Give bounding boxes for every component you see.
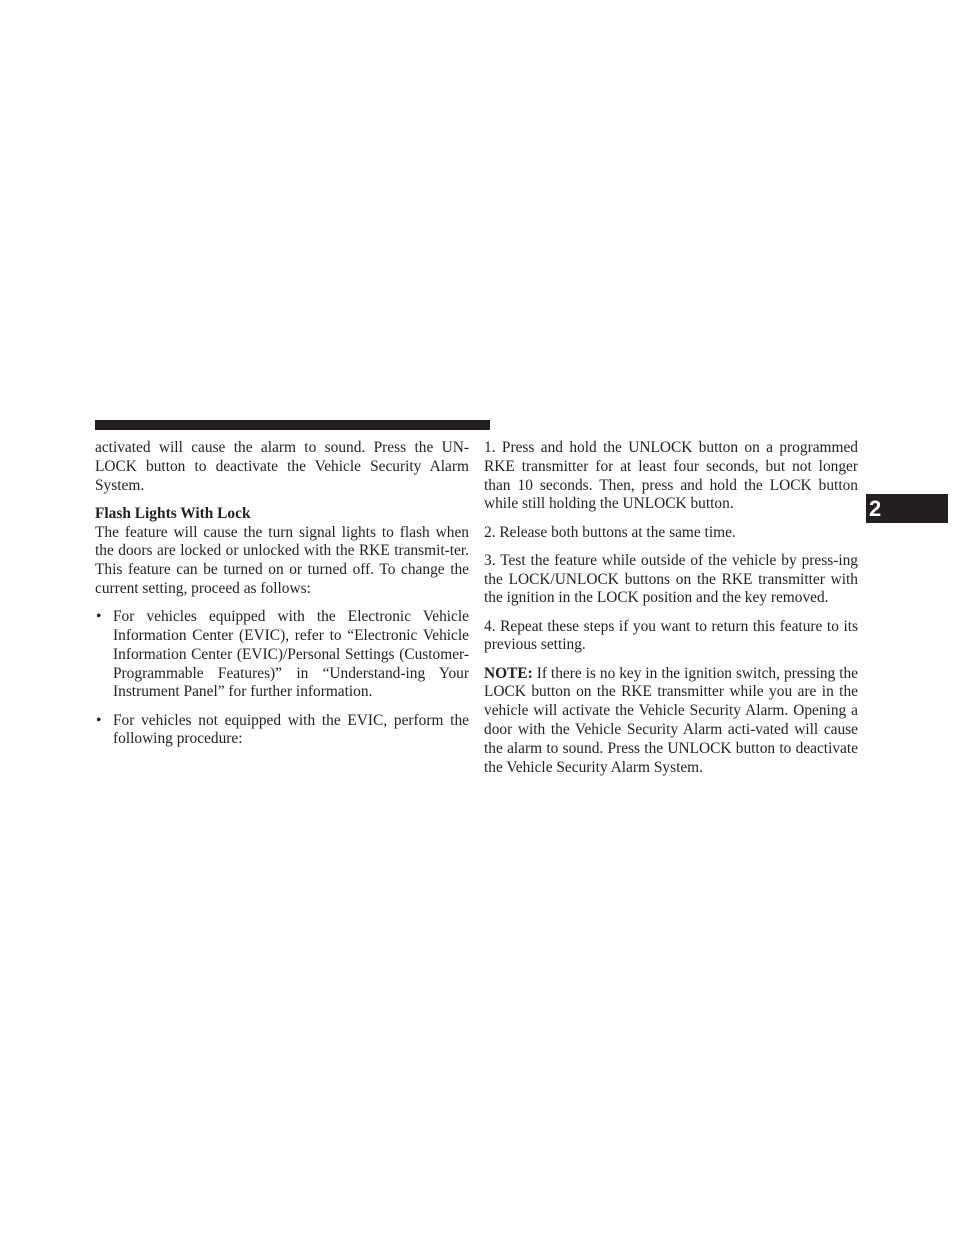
step-2: 2. Release both buttons at the same time. xyxy=(484,523,736,541)
left-column xyxy=(95,439,469,759)
step-1: 1. Press and hold the UNLOCK button on a programmed RKE transmitter for at least four seconds, but not longer than 10 seconds. Then, press and hold the LOCK button while still holding the UNLOCK button. xyxy=(484,439,858,513)
bullet-text: For vehicles equipped with the Electronic Vehicle Information Center (EVIC), refer to “Electronic Vehicle Information Center (EVIC)/Personal Settings (Customer-Programmable Features)” in “Understand-ing Your Instrument Panel” for further information. xyxy=(113,608,469,701)
note-label: NOTE: xyxy=(484,664,533,682)
step-3: 3. Test the feature while outside of the vehicle by press-ing the LOCK/UNLOCK buttons on the RKE transmitter with the ignition in the LOCK position and the key removed. xyxy=(484,551,858,607)
right-column xyxy=(484,439,858,787)
bullet-dot-icon: • xyxy=(96,711,102,729)
note-paragraph xyxy=(484,665,858,778)
section-heading: Flash Lights With Lock xyxy=(95,504,251,522)
body-paragraph: The feature will cause the turn signal lights to flash when the doors are locked or unlocked with the RKE transmit-ter. This feature can be turned on or turned off. To change the current setting, proceed as follows: xyxy=(95,523,469,597)
step-4: 4. Repeat these steps if you want to return this feature to its previous setting. xyxy=(484,617,858,654)
bullet-text: For vehicles not equipped with the EVIC, perform the following procedure: xyxy=(113,711,469,748)
bullet-item xyxy=(95,712,469,750)
bullet-list xyxy=(95,608,469,749)
section-rule xyxy=(95,420,490,430)
bullet-dot-icon: • xyxy=(96,608,102,626)
chapter-tab: 2 xyxy=(866,494,948,523)
intro-paragraph: activated will cause the alarm to sound. Press the UN-LOCK button to deactivate the Vehicle Security Alarm System. xyxy=(95,439,469,494)
note-text: If there is no key in the ignition switch, pressing the LOCK button on the RKE transmitter while you are in the vehicle will activate the Vehicle Security Alarm. Opening a door with the Vehicle Security Alarm acti-vated will cause the alarm to sound. Press the UNLOCK button to deactivate the Vehicle Security Alarm System. xyxy=(484,664,858,776)
bullet-item xyxy=(95,608,469,702)
